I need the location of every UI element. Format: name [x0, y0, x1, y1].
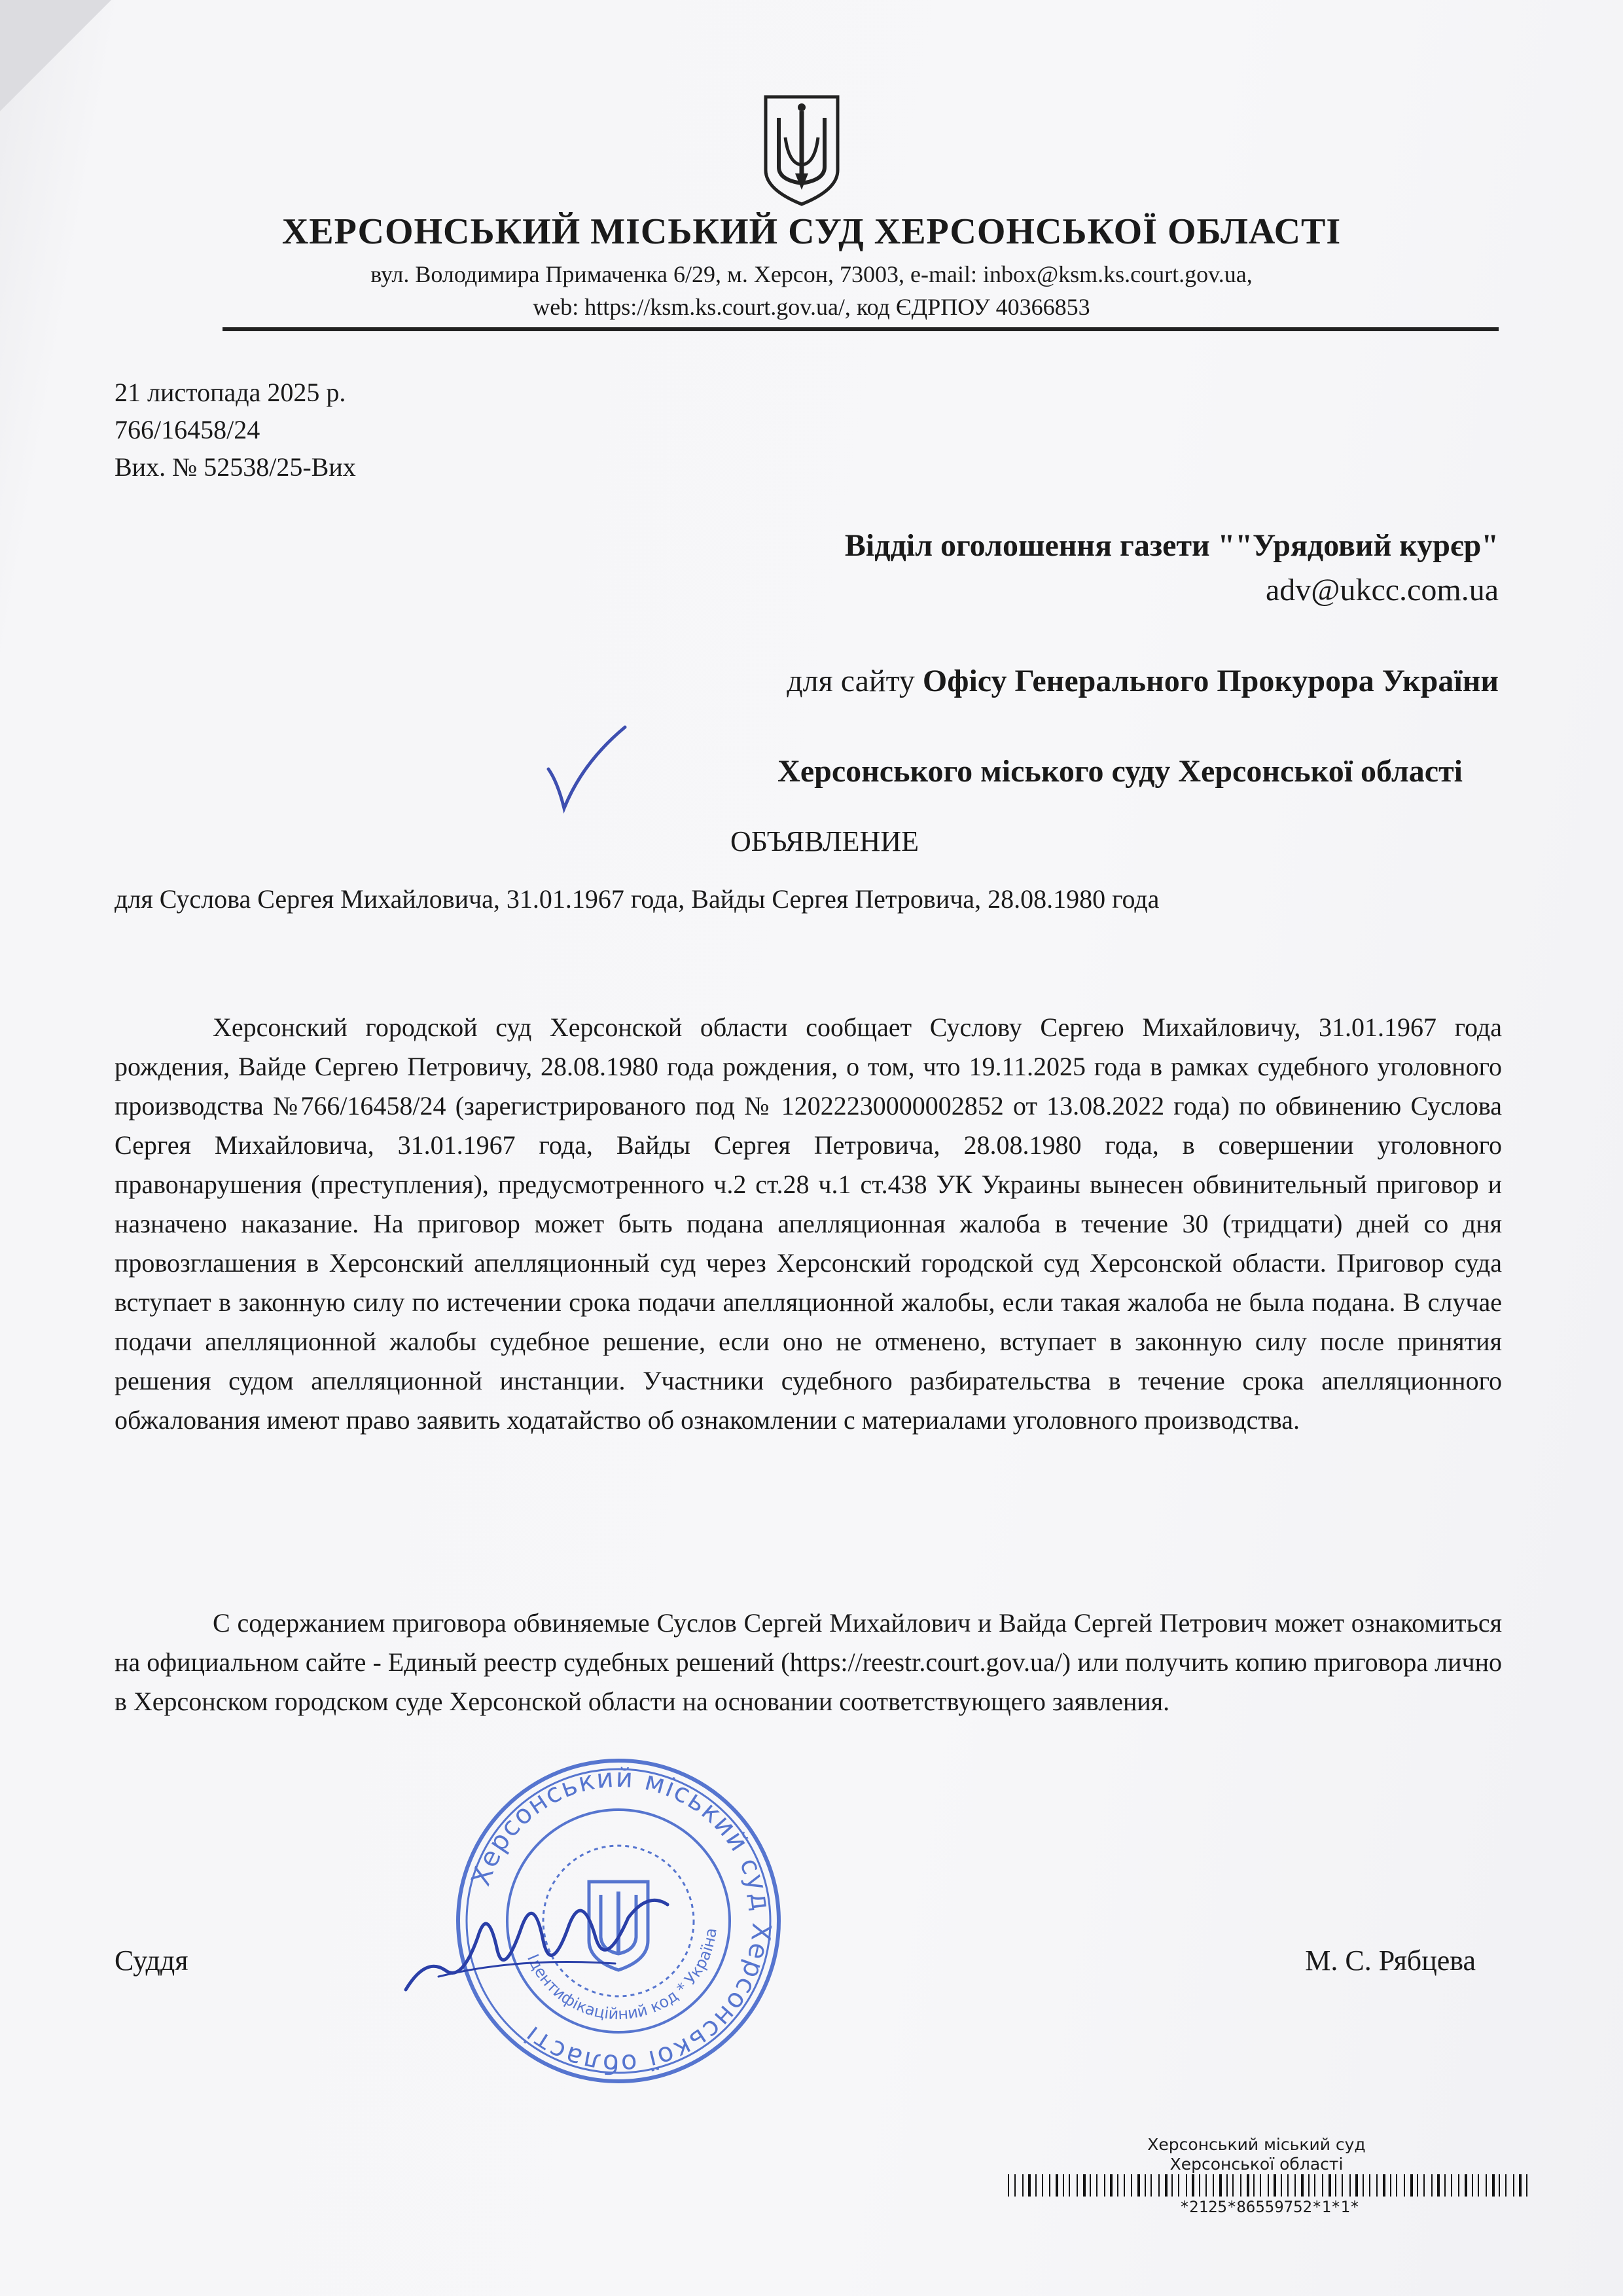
document-heading: ОБЪЯВЛЕНИЕ — [730, 825, 919, 857]
recipient-prosecutor-name: Офісу Генерального Прокурора України — [922, 664, 1499, 698]
recipient-court: Херсонського міського суду Херсонської області — [777, 754, 1463, 789]
court-title: ХЕРСОНСЬКИЙ МІСЬКИЙ СУД ХЕРСОНСЬКОЇ ОБЛАСТІ — [281, 211, 1342, 252]
signer-role: Суддя — [115, 1945, 188, 1977]
handwritten-signature — [399, 1878, 674, 2009]
addressed-persons: для Суслова Сергея Михайловича, 31.01.1967 года, Вайды Сергея Петровича, 28.08.1980 года — [115, 884, 1160, 914]
footer-court-line-2: Херсонської області — [1169, 2155, 1344, 2174]
barcode-number: *2125*86559752*1*1* — [1179, 2198, 1360, 2216]
svg-text:Ідентифікаційний код * Украї: Ідентифікаційний код * Україна — [523, 1927, 721, 2024]
outgoing-number: Вих. № 52538/25-Вих — [115, 452, 356, 482]
recipient-prefix: для сайту — [787, 664, 923, 698]
document-barcode — [1008, 2174, 1531, 2197]
signer-name: М. С. Рябцева — [1305, 1945, 1476, 1977]
folded-corner — [0, 0, 111, 111]
svg-text:Херсонський міський суд Херсон: Херсонський міський суд Херсонської області — [465, 1763, 777, 2079]
footer-court-name — [982, 2135, 1531, 2174]
handwritten-checkmark-icon — [543, 723, 628, 815]
announcement-paragraph-1: Херсонский городской суд Херсонской области сообщает Суслову Сергею Михайловичу, 31.01.1967 года рождения, Вайде Сергею Петровичу, 28.08.1980 года рождения, о том, что 19.11.2025 года в рамках судебного уголовного производства №766/16458/24 (зарегистрированого под № 12022230000002852 от 13.08.2022 года) по обвинению Суслова Сергея Михайловича, 31.01.1967 года, Вайды Сергея Петровича, 28.08.1980 года, в совершении уголовного правонарушения (преступления), предусмотренного ч.2 ст.28 ч.1 ст.438 УК Украины вынесен обвинительный приговор и назначено наказание. На приговор может быть подана апелляционная жалоба в течение 30 (тридцати) дней со дня провозглашения в Херсонский апелляционный суд через Херсонский городской суд Херсонской области. Приговор суда вступает в законную силу по истечении срока подачи апелляционной жалобы, если такая жалоба не была подана. В случае подачи апелляционной жалобы судебное решение, если оно не отменено, вступает в законную силу после принятия решения судом апелляционной инстанции. Участники судебного разбирательства в течение срока апелляционного обжалования имеют право заявить ходатайство об ознакомлении с материалами уголовного производства. — [115, 1013, 1502, 1435]
recipient-prosecutor-office — [787, 663, 1499, 699]
announcement-paragraph-2: С содержанием приговора обвиняемые Суслов Сергей Михайлович и Вайда Сергей Петрович может ознакомиться на официальном сайте - Единый реестр судебных решений (https://reestr.court.gov.ua/) или получить копию приговора лично в Херсонском городском суде Херсонской области на основании соответствующего заявления. — [115, 1608, 1502, 1716]
case-number: 766/16458/24 — [115, 415, 260, 444]
recipient-email: adv@ukcc.com.ua — [1265, 573, 1499, 607]
header-divider — [223, 327, 1499, 331]
footer-court-line-1: Херсонський міський суд — [1147, 2135, 1366, 2154]
trident-emblem-icon — [759, 92, 844, 209]
court-address: вул. Володимира Примаченка 6/29, м. Херсон, 73003, e-mail: inbox@ksm.ks.court.gov.ua, — [370, 261, 1253, 287]
court-web-and-code: web: https://ksm.ks.court.gov.ua/, код ЄДРПОУ 40366853 — [533, 294, 1090, 320]
letter-date: 21 листопада 2025 р. — [115, 378, 346, 407]
recipient-newspaper: Відділ оголошення газети ""Урядовий курєр" — [844, 528, 1499, 563]
